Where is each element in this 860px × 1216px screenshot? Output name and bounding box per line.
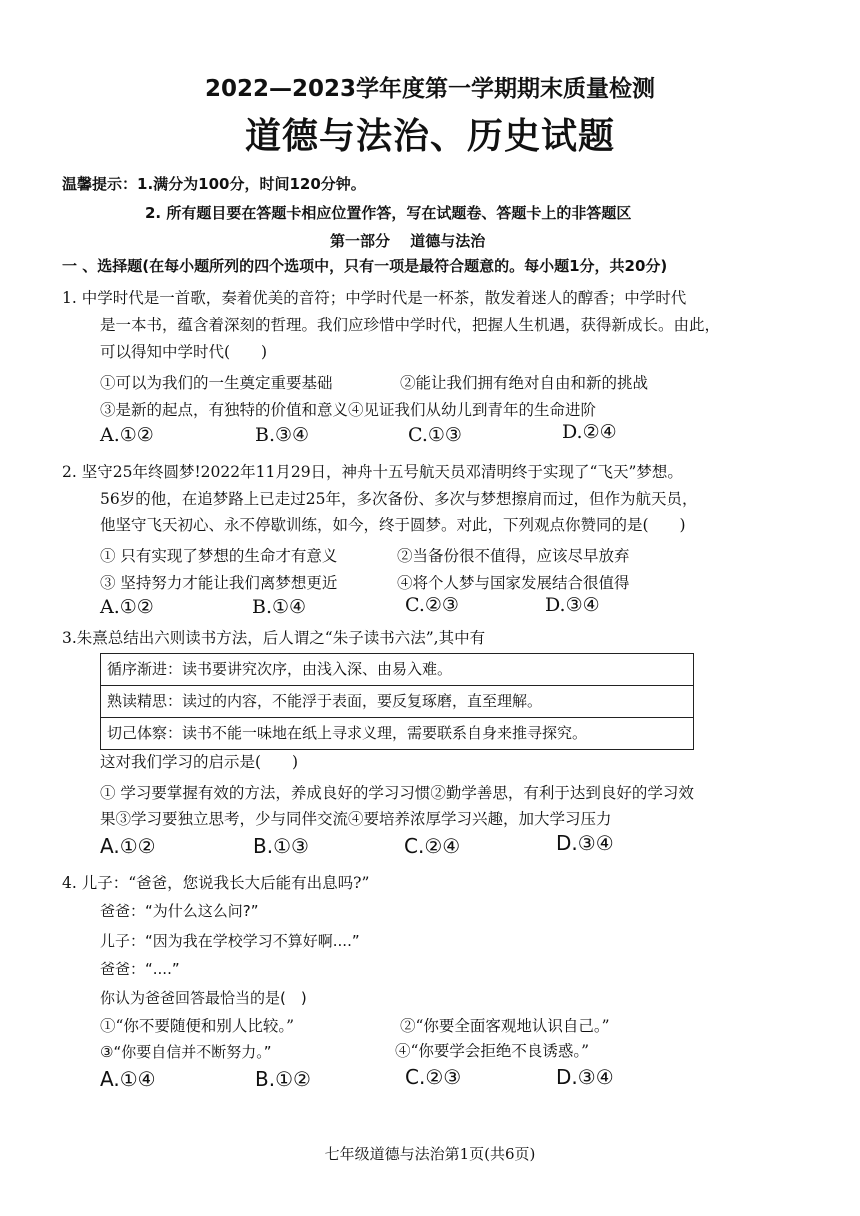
q4-choice-b[interactable]: B.①② (255, 1067, 311, 1091)
q3-choice-d[interactable]: D.③④ (556, 831, 614, 855)
q2-statement-4: ④将个人梦与国家发展结合很值得 (397, 574, 630, 592)
reading-methods-table (100, 653, 694, 750)
q3-choice-a[interactable]: A.①② (100, 834, 156, 858)
q1-statement-3: ③是新的起点，有独特的价值和意义④见证我们从幼儿到青年的生命进阶 (100, 401, 597, 419)
q4-statement-2: ②“你要全面客观地认识自己。” (400, 1017, 610, 1035)
q3-choice-b[interactable]: B.①③ (253, 834, 309, 858)
q1-line-1: 1. 中学时代是一首歌，奏着优美的音符；中学时代是一杯茶，散发着迷人的醇香；中学时代 (62, 289, 687, 307)
q1-line-2: 是一本书，蕴含着深刻的哲理。我们应珍惜中学时代，把握人生机遇，获得新成长。由此， (100, 316, 721, 334)
q2-line-1: 2. 坚守25年终圆梦!2022年11月29日，神舟十五号航天员邓清明终于实现了“飞天”梦想。 (62, 463, 683, 481)
q1-statement-1: ①可以为我们的一生奠定重要基础 (100, 374, 333, 392)
q2-choice-a[interactable]: A.①② (100, 596, 154, 618)
q2-choice-d[interactable]: D.③④ (545, 594, 600, 616)
q3-statement-line-1: ① 学习要掌握有效的方法，养成良好的学习习惯②勤学善思，有利于达到良好的学习效 (100, 784, 694, 802)
table-row: 循序渐进：读书要讲究次序，由浅入深、由易入难。 (101, 654, 693, 686)
q4-line-3: 儿子：“因为我在学校学习不算好啊....” (100, 932, 360, 950)
q2-line-2: 56岁的他，在追梦路上已走过25年，多次备份、多次与梦想擦肩而过，但作为航天员， (100, 490, 698, 508)
q4-statement-1: ①“你不要随便和别人比较。” (100, 1017, 295, 1035)
q2-choice-c[interactable]: C.②③ (405, 594, 459, 616)
q3-intro: 3.朱熹总结出六则读书方法，后人谓之“朱子读书六法”,其中有 (62, 629, 486, 647)
q4-statement-3: ③“你要自信并不断努力。” (100, 1043, 272, 1061)
table-row: 熟读精思：读过的内容，不能浮于表面，要反复琢磨，直至理解。 (101, 686, 693, 718)
q4-choice-d[interactable]: D.③④ (556, 1065, 614, 1089)
q4-line-5: 你认为爸爸回答最恰当的是( ) (100, 989, 307, 1007)
q4-choice-c[interactable]: C.②③ (405, 1065, 462, 1089)
q2-statement-2: ②当备份很不值得，应该尽早放弃 (397, 547, 630, 565)
q3-choice-c[interactable]: C.②④ (404, 834, 461, 858)
page-footer: 七年级道德与法治第1页(共6页) (324, 1145, 536, 1163)
exam-title: 2022—2023学年度第一学期期末质量检测 (204, 76, 656, 102)
q2-line-3: 他坚守飞天初心、永不停歇训练，如今，终于圆梦。对此，下列观点你赞同的是( ) (100, 516, 686, 534)
q4-choice-a[interactable]: A.①④ (100, 1067, 156, 1091)
q1-line-3: 可以得知中学时代( ) (100, 343, 268, 361)
q4-statement-4: ④“你要学会拒绝不良诱惑。” (395, 1042, 590, 1060)
q1-choice-d[interactable]: D.②④ (562, 421, 617, 443)
tip-line-2: 2. 所有题目要在答题卡相应位置作答，写在试题卷、答题卡上的非答题区 (145, 204, 632, 222)
exam-subject-title: 道德与法治、历史试题 (244, 116, 615, 157)
q2-statement-1: ① 只有实现了梦想的生命才有意义 (100, 547, 338, 565)
tip-line-1: 温馨提示：1.满分为100分，时间120分钟。 (62, 175, 366, 193)
q3-question: 这对我们学习的启示是( ) (100, 753, 299, 771)
q4-line-1: 4. 儿子：“爸爸，您说我长大后能有出息吗?” (62, 874, 370, 892)
q2-choice-b[interactable]: B.①④ (252, 596, 307, 618)
q1-choice-a[interactable]: A.①② (100, 424, 154, 446)
part-title: 第一部分 道德与法治 (330, 232, 486, 250)
q1-choice-b[interactable]: B.③④ (255, 424, 310, 446)
q1-statement-2: ②能让我们拥有绝对自由和新的挑战 (400, 374, 649, 392)
q2-statement-3: ③ 坚持努力才能让我们离梦想更近 (100, 574, 338, 592)
section-heading: 一 、选择题(在每小题所列的四个选项中，只有一项是最符合题意的。每小题1分，共20分) (62, 257, 668, 275)
q1-choice-c[interactable]: C.①③ (408, 424, 462, 446)
q4-line-4: 爸爸：“....” (100, 960, 180, 978)
q4-line-2: 爸爸：“为什么这么问?” (100, 902, 259, 920)
q3-statement-line-2: 果③学习要独立思考，少与同伴交流④要培养浓厚学习兴趣，加大学习压力 (100, 810, 612, 828)
table-row: 切己体察：读书不能一味地在纸上寻求义理，需要联系自身来推寻探究。 (107, 724, 588, 742)
